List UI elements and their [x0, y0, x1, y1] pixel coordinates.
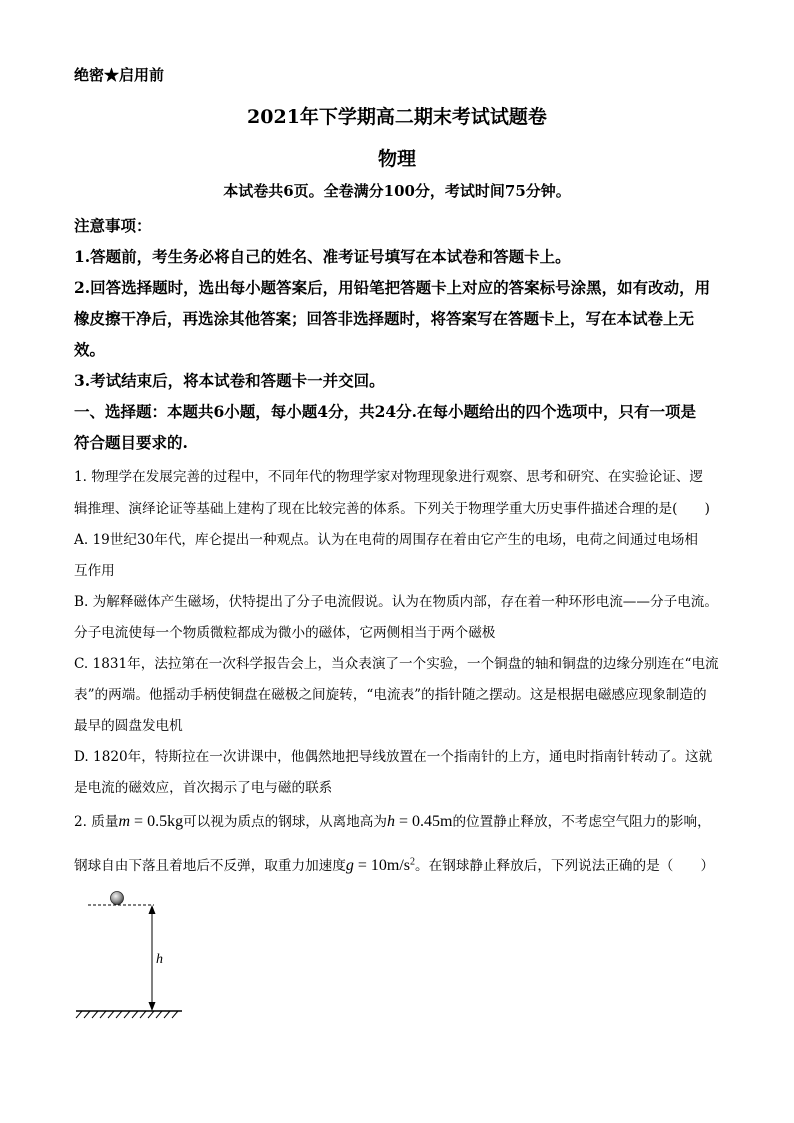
section-1-line-2: 符合题目要求的.	[74, 433, 188, 452]
section-1-line-1: 一、选择题：本题共6小题，每小题4分，共24分.在每小题给出的四个选项中，只有一项是	[74, 402, 697, 421]
q1-stem-line-1: 1. 物理学在发展完善的过程中，不同年代的物理学家对物理现象进行观察、思考和研究、在实验论证、逻	[74, 469, 704, 485]
q2-height-value: = 0.45m	[394, 813, 453, 830]
notice-item-2-line-2: 橡皮擦干净后，再选涂其他答案；回答非选择题时，将答案写在答题卡上，写在本试卷上无	[74, 309, 695, 328]
secret-mark: 绝密★启用前	[74, 66, 165, 84]
notice-heading: 注意事项：	[74, 216, 152, 235]
notice-item-2-line-3: 效。	[74, 340, 106, 359]
height-arrow-up-head	[149, 905, 156, 914]
q1-stem-line-2: 辑推理、演绎论证等基础上建构了现在比较完善的体系。下列关于物理学重大历史事件描述合理的是( )	[74, 501, 710, 517]
q2-height-variable: h	[386, 813, 395, 830]
q2-mass-value: = 0.5kg	[130, 813, 184, 830]
height-arrow-down-head	[149, 1002, 156, 1011]
q1-option-a-line-1: A. 19世纪30年代，库仑提出一种观点。认为在电荷的周围存在着由它产生的电场，电荷之间通过电场相	[74, 532, 698, 548]
q1-option-b-line-2: 分子电流使每一个物质微粒都成为微小的磁体，它两侧相当于两个磁极	[74, 625, 496, 641]
notice-item-3: 3.考试结束后，将本试卷和答题卡一并交回。	[74, 371, 385, 390]
q2-text-mid-1: 可以视为质点的钢球，从离地高为	[183, 814, 387, 830]
q2-gravity-value: = 10m/s	[353, 857, 411, 874]
q2-line-2-suffix: 。在钢球静止释放后，下列说法正确的是（ ）	[415, 858, 715, 874]
q2-prefix: 2. 质量	[74, 814, 119, 830]
q1-option-d-line-1: D. 1820年，特斯拉在一次讲课中，他偶然地把导线放置在一个指南针的上方，通电时指南针转动了。这就	[74, 749, 713, 765]
q1-option-a-line-2: 互作用	[74, 563, 115, 579]
ground-hatching	[76, 1011, 178, 1018]
q1-option-d-line-2: 是电流的磁效应，首次揭示了电与磁的联系	[74, 780, 333, 796]
q2-stem-line-2	[74, 854, 714, 875]
q2-gravity-exponent: 2	[410, 856, 416, 868]
q2-line-2-prefix: 钢球自由下落且着地后不反弹，取重力加速度	[74, 858, 346, 874]
q2-text-mid-2: 的位置静止释放，不考虑空气阻力的影响，	[452, 814, 711, 830]
height-label: h	[156, 952, 163, 967]
q1-option-c-line-1: C. 1831年，法拉第在一次科学报告会上，当众表演了一个实验，一个铜盘的轴和铜盘的边缘分别连在“电流	[74, 656, 719, 672]
notice-item-1: 1.答题前，考生务必将自己的姓名、准考证号填写在本试卷和答题卡上。	[74, 247, 571, 266]
subject-title: 物理	[377, 148, 416, 170]
steel-ball	[111, 892, 124, 905]
q2-stem-line-1	[74, 810, 711, 831]
q1-option-b-line-1: B. 为解释磁体产生磁场，伏特提出了分子电流假说。认为在物质内部，存在着一种环形电流——分子电流。	[74, 594, 718, 610]
q2-gravity-variable: g	[345, 857, 354, 874]
drop-height-figure	[70, 885, 190, 1025]
q2-mass-variable: m	[118, 813, 131, 830]
exam-info: 本试卷共6页。全卷满分100分，考试时间75分钟。	[223, 182, 571, 200]
q1-option-c-line-2: 表”的两端。他摇动手柄使铜盘在磁极之间旋转，“电流表”的指针随之摆动。这是根据电磁感应现象制造的	[74, 687, 707, 703]
exam-title: 2021年下学期高二期末考试试题卷	[247, 106, 547, 128]
notice-item-2-line-1: 2.回答选择题时，选出每小题答案后，用铅笔把答题卡上对应的答案标号涂黑，如有改动，用	[74, 278, 711, 297]
q1-option-c-line-3: 最早的圆盘发电机	[74, 718, 183, 734]
